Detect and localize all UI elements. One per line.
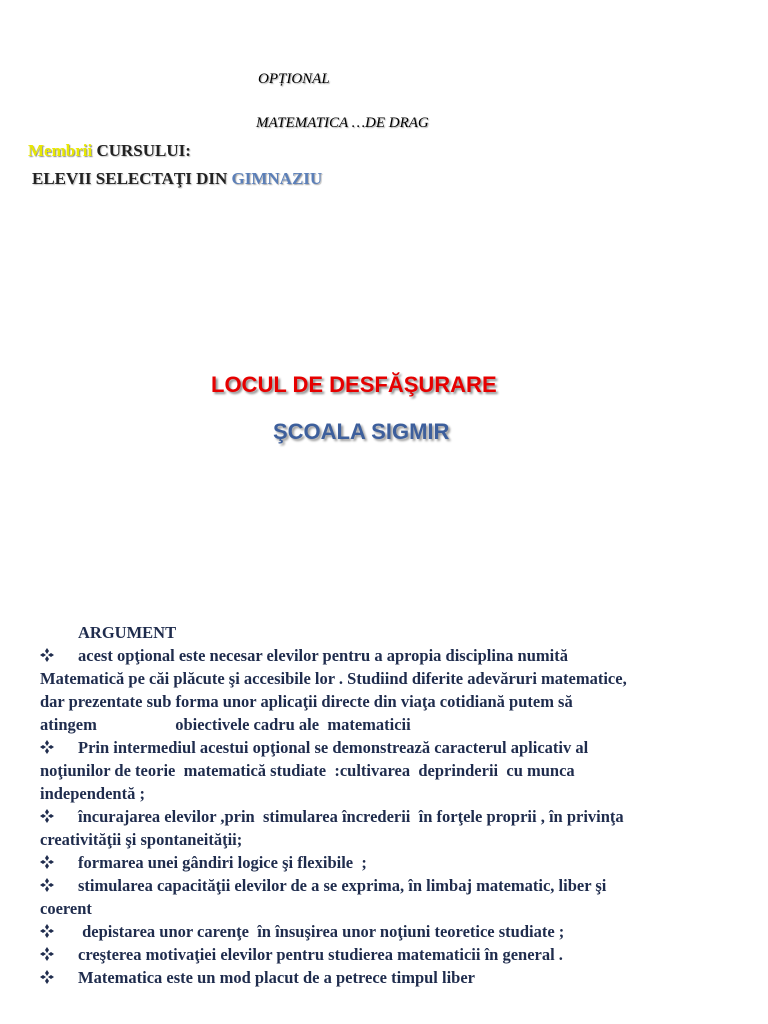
members-rest: CURSULUI:: [92, 141, 191, 160]
members-highlight: Membrii: [28, 141, 93, 160]
list-item-continuation: independentă ;: [40, 784, 145, 803]
diamond-bullet-icon: [40, 648, 54, 662]
list-item-continuation: noţiunilor de teorie matematică studiate :cultivarea deprinderii cu munca: [40, 761, 575, 780]
school-name: ŞCOALA SIGMIR: [273, 419, 450, 444]
course-title: MATEMATICA …DE DRAG: [256, 115, 429, 131]
diamond-bullet-icon: [40, 970, 54, 984]
list-item-text: depistarea unor carenţe în însuşirea unor noţiuni teoretice studiate ;: [78, 922, 565, 941]
argument-heading: ARGUMENT: [78, 623, 177, 642]
list-item-text: Matematica este un mod placut de a petrece timpul liber: [78, 968, 475, 987]
students-prefix: ELEVII SELECTAŢI DIN: [32, 169, 232, 188]
list-item-continuation: atingem obiectivele cadru ale matematicii: [40, 715, 411, 734]
optional-label: OPȚIONAL: [258, 71, 330, 87]
list-item-continuation: dar prezentate sub forma unor aplicaţii directe din viaţa cotidiană putem să: [40, 692, 573, 711]
gymnasium-highlight: GIMNAZIU: [231, 169, 323, 188]
list-item-continuation: creativităţii şi spontaneităţii;: [40, 830, 243, 849]
students-line: [32, 169, 322, 189]
list-item-text: acest opţional este necesar elevilor pentru a apropia disciplina numită: [78, 646, 568, 665]
diamond-bullet-icon: [40, 740, 54, 754]
location-title: LOCUL DE DESFĂŞURARE: [211, 372, 497, 397]
list-item-continuation: Matematică pe căi plăcute şi accesibile lor . Studiind diferite adevăruri matematice,: [40, 669, 627, 688]
list-item-text: încurajarea elevilor ,prin stimularea încrederii în forţele proprii , în privinţa: [78, 807, 624, 826]
list-item-text: Prin intermediul acestui opţional se demonstrează caracterul aplicativ al: [78, 738, 589, 757]
list-item-text: creşterea motivaţiei elevilor pentru studierea matematicii în general .: [78, 945, 563, 964]
diamond-bullet-icon: [40, 947, 54, 961]
diamond-bullet-icon: [40, 809, 54, 823]
list-item-text: formarea unei gândiri logice şi flexibile ;: [78, 853, 367, 872]
list-item-continuation: coerent: [40, 899, 92, 918]
diamond-bullet-icon: [40, 878, 54, 892]
list-item-text: stimularea capacităţii elevilor de a se exprima, în limbaj matematic, liber şi: [78, 876, 607, 895]
diamond-bullet-icon: [40, 924, 54, 938]
members-line: [28, 141, 191, 161]
diamond-bullet-icon: [40, 855, 54, 869]
